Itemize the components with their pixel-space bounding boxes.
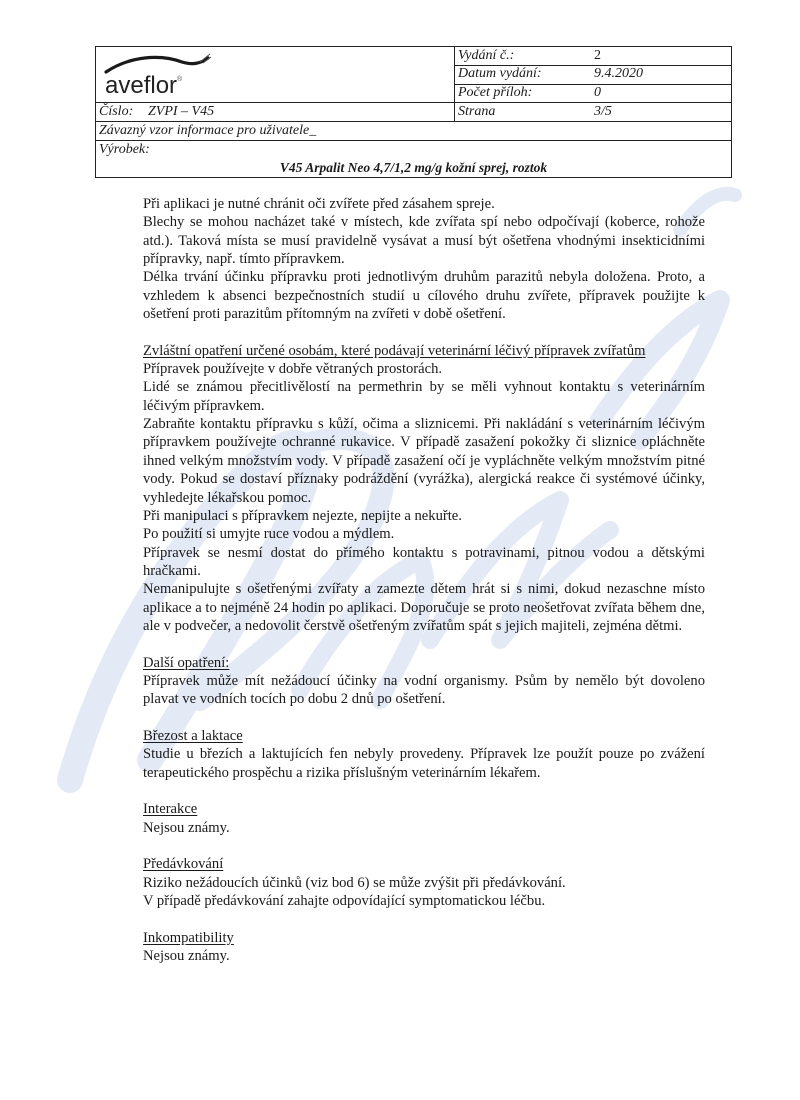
section-paragraph: Při manipulaci s přípravkem nejezte, nepijte a nekuřte. (143, 507, 462, 524)
meta-label-date: Datum vydání: (458, 66, 542, 81)
section-paragraph: Nemanipulujte s ošetřenými zvířaty a zamezte dětem hrát si s nimi, dokud nezaschne místo aplikace a to nejméně 24 hodin po aplikaci. Doporučuje se proto neošetřovat zvířata během dne, ale v podvečer, a nedovolit čerstvě ošetřeným zvířatům spát s jejich majiteli, zejména dětmi. (143, 581, 705, 634)
section-paragraph: Zabraňte kontaktu přípravku s kůží, očima a sliznicemi. Při nakládání s veterinárním léčivým přípravkem používejte ochranné rukavice. V případě zasažení pokožky či sliznice opláchněte ihned velkým množstvím vody. V případě zasažení očí je vypláchněte velkým množstvím pitné vody. Pokud se dostaví příznaky podráždění (vyrážka), alergická reakce či systémové účinky, vyhledejte lékařskou pomoc. (143, 416, 705, 506)
meta-label-page: Strana (458, 104, 496, 119)
section-paragraph: Nejsou známy. (143, 948, 230, 965)
section-paragraph: Lidé se známou přecitlivělostí na permethrin by se měli vyhnout kontaktu s veterinárním léčivým přípravkem. (143, 379, 705, 414)
section-heading-special-precautions: Zvláštní opatření určené osobám, které podávají veterinární léčivý přípravek zvířatům (143, 342, 646, 359)
intro-paragraph: Při aplikaci je nutné chránit oči zvířete před zásahem spreje. (143, 196, 495, 212)
meta-value-page: 3/5 (594, 104, 612, 119)
document-header-table (95, 46, 732, 178)
section-paragraph: Přípravek může mít nežádoucí účinky na vodní organismy. Psům by nemělo být dovoleno plavat ve vodních tocích po dobu 2 dnů po ošetření. (143, 672, 705, 708)
section-heading-incompatibilities: Inkompatibility (143, 929, 234, 946)
section-heading-overdose: Předávkování (143, 856, 224, 873)
product-name: V45 Arpalit Neo 4,7/1,2 mg/g kožní sprej, roztok (279, 160, 548, 175)
section-heading-interactions: Interakce (143, 801, 198, 818)
document-number-label: Číslo: (99, 104, 134, 119)
intro-paragraph: Délka trvání účinku přípravku proti jednotlivým druhům parazitů nebyla doložena. Proto, a vzhledem k absenci bezpečnostních studií u cílového druhu zvířete, přípravek použijte k ošetření proti parazitům přítomným na zvířeti v době ošetření. (143, 269, 705, 323)
table-divider (96, 140, 732, 141)
section-heading-other-precautions: Další opatření: (143, 654, 230, 671)
meta-label-issue: Vydání č.: (458, 48, 515, 63)
section-paragraph: Přípravek používejte v dobře větraných prostorách. (143, 361, 443, 378)
intro-paragraph: Blechy se mohou nacházet také v místech, kde zvířata spí nebo odpočívají (koberce, rohože atd.). Taková místa se musí pravidelně vysávat a musí být ošetřena vhodnými insekticidními přípravky, např. tímto přípravkem. (143, 214, 705, 268)
meta-label-attachments: Počet příloh: (458, 85, 533, 100)
section-paragraph: V případě předávkování zahajte odpovídající symptomatickou léčbu. (143, 893, 546, 910)
section-paragraph: Nejsou známy. (143, 819, 230, 836)
section-paragraph: Studie u březích a laktujících fen nebyly provedeny. Přípravek lze použít pouze po zvážení terapeutického prospěchu a rizika příslušným veterinárním lékařem. (143, 746, 705, 781)
section-paragraph: Riziko nežádoucích účinků (viz bod 6) se může zvýšit při předávkování. (143, 874, 566, 891)
logo-wordmark: aveflor® (105, 72, 183, 99)
product-label: Výrobek: (99, 142, 150, 157)
meta-value-attachments: 0 (594, 85, 601, 100)
section-paragraph: Přípravek se nesmí dostat do přímého kontaktu s potravinami, pitnou vodou a dětskými hračkami. (143, 544, 705, 579)
aveflor-logo (100, 50, 212, 98)
section-paragraph: Po použití si umyjte ruce vodou a mýdlem. (143, 526, 395, 543)
template-title: Závazný vzor informace pro uživatele_ (99, 123, 317, 138)
document-body (143, 195, 705, 965)
meta-value-date: 9.4.2020 (594, 66, 643, 81)
section-heading-pregnancy: Březost a laktace (143, 727, 243, 744)
document-number-value: ZVPI – V45 (148, 104, 215, 119)
meta-value-issue: 2 (594, 48, 601, 63)
